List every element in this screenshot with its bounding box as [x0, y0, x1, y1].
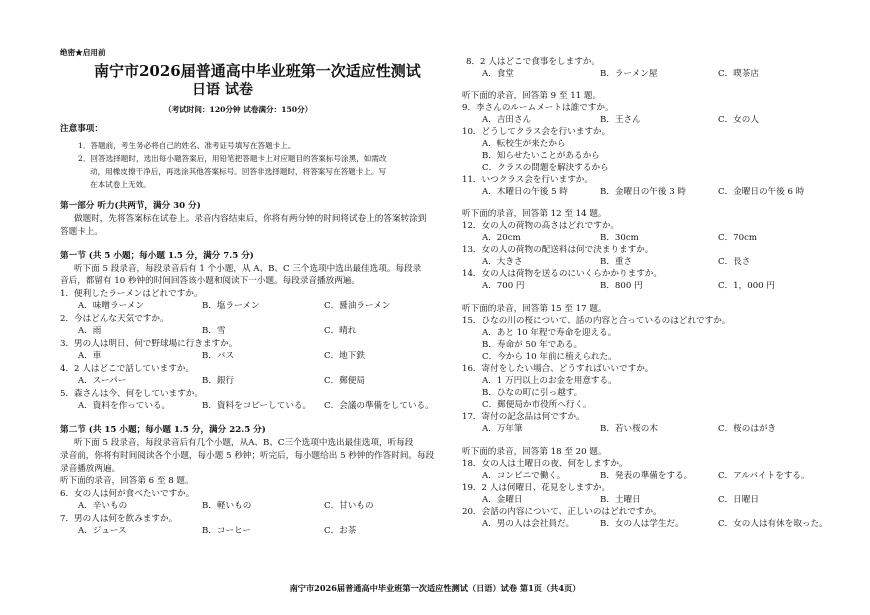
- dialog2-intro: 听下面的录音，回答第 9 至 11 题。: [462, 91, 602, 101]
- q11-option-a: A．木曜日の午後 5 時: [482, 187, 568, 197]
- q20-option-a: A．男の人は会社員だ。: [482, 519, 575, 529]
- q7-option-b: B．コーヒー: [202, 526, 251, 536]
- q5-option-c: C．会議の準備をしている。: [324, 401, 434, 411]
- q3-option-b: B．バス: [202, 351, 235, 361]
- q2-option-a: A．雨: [78, 326, 102, 336]
- question-13: 13．女の人の荷物の配送料は何で決まりますか。: [462, 245, 654, 255]
- q8-option-a: A．食堂: [482, 69, 514, 79]
- section2-desc: 听下面 5 段录音，每段录音后有几个小题，从A、B、C三个选项中选出最佳选项，听每段: [74, 438, 414, 448]
- q18-option-b: B．発表の準備をする。: [600, 471, 693, 481]
- q8-option-c: C．喫茶店: [718, 69, 759, 79]
- question-10: 10．どうしてクラス会を行いますか。: [462, 127, 611, 137]
- question-5: 5．森さんは今、何をしていますか。: [60, 389, 203, 399]
- q14-option-c: C．1，000 円: [718, 281, 775, 291]
- q9-option-a: A．吉田さん: [482, 115, 532, 125]
- note-2: 2．回答选择题时，选出每小题答案后，用铅笔把答题卡上对应题目的答案标号涂黑，如需改: [78, 154, 387, 163]
- q13-option-a: A．大きさ: [482, 257, 523, 267]
- q19-option-a: A．金曜日: [482, 495, 523, 505]
- question-18: 18．女の人は土曜日の夜、何をしますか。: [462, 459, 628, 469]
- part1-desc: 做题时，先将答案标在试卷上。录音内容结束后，你将有两分钟的时间将试卷上的答案转涂到: [74, 214, 427, 224]
- q10-option-c: C．クラスの問題を解決するから: [482, 163, 609, 173]
- q3-option-a: A．車: [78, 351, 102, 361]
- q10-option-a: A．転校生が来たから: [482, 139, 566, 149]
- question-20: 20．会話の内容について、正しいのはどれですか。: [462, 507, 662, 517]
- q4-option-b: B．銀行: [202, 376, 235, 386]
- section2-desc-end: 录音播放两遍。: [60, 464, 121, 474]
- section2-heading: 第二节 (共 15 小题；每小题 1.5 分，满分 22.5 分): [60, 425, 266, 435]
- secret-label: 绝密★启用前: [60, 48, 106, 57]
- q5-option-a: A．資料を作っている。: [78, 401, 171, 411]
- q1-option-a: A．味噌ラーメン: [78, 301, 144, 311]
- dialog3-intro: 听下面的录音，回答第 12 至 14 题。: [462, 209, 607, 219]
- question-6: 6．女の人は何が食べたいですか。: [60, 489, 195, 499]
- exam-title: 南宁市2026届普通高中毕业班第一次适应性测试: [94, 62, 421, 80]
- q12-option-a: A．20cm: [482, 233, 521, 243]
- q11-option-b: B．金曜日の午後 3 時: [600, 187, 686, 197]
- q10-option-b: B．知らせたいことがあるから: [482, 151, 600, 161]
- dialog4-intro: 听下面的录音，回答第 15 至 17 题。: [462, 304, 607, 314]
- q15-option-c: C．今から 10 年前に植えられた。: [482, 352, 617, 362]
- q6-option-c: C．甘いもの: [324, 501, 374, 511]
- question-3: 3．男の人は明日、何で野球場に行きますか。: [60, 339, 238, 349]
- note-1: 1．答题前，考生务必将自己的姓名、准考证号填写在答题卡上。: [78, 141, 296, 150]
- question-15: 15．ひなの川の桜について、話の内容と合っているのはどれですか。: [462, 316, 731, 326]
- question-8: 8．2 人はどこで食事をしますか。: [466, 57, 600, 67]
- q11-option-c: C．金曜日の午後 6 時: [718, 187, 805, 197]
- q16-option-b: B．ひなの町に引っ越す。: [482, 388, 583, 398]
- q2-option-b: B．雪: [202, 326, 226, 336]
- q17-option-c: C．桜のはがき: [718, 424, 777, 434]
- question-7: 7．男の人は何を飲みますか。: [60, 514, 178, 524]
- q6-option-a: A．辛いもの: [78, 501, 128, 511]
- q2-option-c: C．晴れ: [324, 326, 357, 336]
- section1-desc: 听下面 5 段录音，每段录音后有 1 个小题，从 A、B、C 三个选项中选出最佳选项。每段录: [74, 264, 422, 274]
- dialog5-intro: 听下面的录音，回答第 18 至 20 题。: [462, 447, 607, 457]
- question-12: 12．女の人の荷物の高さはどれですか。: [462, 221, 620, 231]
- q1-option-b: B．塩ラーメン: [202, 301, 260, 311]
- q7-option-a: A．ジュース: [78, 526, 127, 536]
- question-11: 11．いつクラス会を行いますか。: [462, 175, 593, 185]
- q18-option-a: A．コンビニで働く。: [482, 471, 566, 481]
- question-2: 2．今はどんな天気ですか。: [60, 314, 169, 324]
- q3-option-c: C．地下鉄: [324, 351, 365, 361]
- part1-desc-cont: 答题卡上。: [60, 227, 103, 237]
- q12-option-c: C．70cm: [718, 233, 758, 243]
- q17-option-a: A．万年筆: [482, 424, 523, 434]
- question-1: 1．便利したラーメンはどれですか。: [60, 289, 203, 299]
- q16-option-a: A．1 万円以上のお金を用意する。: [482, 376, 617, 386]
- q14-option-a: A．700 円: [482, 281, 525, 291]
- q13-option-c: C．長さ: [718, 257, 751, 267]
- q6-option-b: B．軽いもの: [202, 501, 252, 511]
- q8-option-b: B．ラーメン屋: [600, 69, 658, 79]
- q1-option-c: C．醤油ラーメン: [324, 301, 391, 311]
- question-4: 4．2 人はどこで話していますか。: [60, 364, 194, 374]
- note-2-end: 在本试卷上无效。: [90, 180, 151, 189]
- section2-desc-cont: 录音前，你将有时间阅读各个小题，每小题 5 秒钟；听完后，每小题给出 5 秒钟的作答时间。每段: [60, 451, 435, 461]
- q17-option-b: B．若い桜の木: [600, 424, 658, 434]
- q13-option-b: B．重さ: [600, 257, 633, 267]
- section1-desc-cont: 音后，都留有 10 秒钟的时间回答该小题和阅读下一小题。每段录音播放两遍。: [60, 276, 360, 286]
- q4-option-c: C．郵便局: [324, 376, 365, 386]
- dialog1-intro: 听下面的录音，回答第 6 至 8 题。: [60, 476, 194, 486]
- q18-option-c: C．アルバイトをする。: [718, 471, 810, 481]
- q16-option-c: C．郵便局か市役所へ行く。: [482, 400, 592, 410]
- exam-subtitle: 日语 试卷: [192, 82, 253, 98]
- q15-option-a: A．あと 10 年程で寿命を迎える。: [482, 328, 617, 338]
- q20-option-b: B．女の人は学生だ。: [600, 519, 684, 529]
- question-17: 17．寄付の記念品は何ですか。: [462, 412, 585, 422]
- q12-option-b: B．30cm: [600, 233, 639, 243]
- q4-option-a: A．スーパー: [78, 376, 127, 386]
- q19-option-c: C．日曜日: [718, 495, 759, 505]
- q14-option-b: B．800 円: [600, 281, 643, 291]
- section1-heading: 第一节 (共 5 小题；每小题 1.5 分，满分 7.5 分): [60, 251, 254, 261]
- notes-heading: 注意事项：: [60, 124, 103, 134]
- q15-option-b: B．寿命が 50 年である。: [482, 340, 583, 350]
- part1-heading: 第一部分 听力(共两节，满分 30 分): [60, 201, 201, 211]
- page-footer: 南宁市2026届普通高中毕业班第一次适应性测试（日语）试卷 第1页（共4页）: [289, 583, 581, 593]
- q7-option-c: C．お茶: [324, 526, 357, 536]
- question-19: 19．2 人は何曜日、花見をしますか。: [462, 483, 611, 493]
- q19-option-b: B．土曜日: [600, 495, 641, 505]
- q9-option-c: C．女の人: [718, 115, 759, 125]
- note-2-cont: 动，用橡皮擦干净后，再选涂其他答案标号。回答非选择题时，将答案写在答题卡上。写: [90, 167, 387, 176]
- question-16: 16．寄付をしたい場合、どうすればいいですか。: [462, 364, 654, 374]
- q20-option-c: C．女の人は有休を取った。: [718, 519, 828, 529]
- q9-option-b: B．王さん: [600, 115, 641, 125]
- question-9: 9．李さんのルームメートは誰ですか。: [462, 103, 614, 113]
- q5-option-b: B．資料をコピーしている。: [202, 401, 312, 411]
- question-14: 14．女の人は荷物を送るのにいくらかかりますか。: [462, 269, 662, 279]
- exam-info: （考试时间：120分钟 试卷满分：150分）: [164, 105, 313, 114]
